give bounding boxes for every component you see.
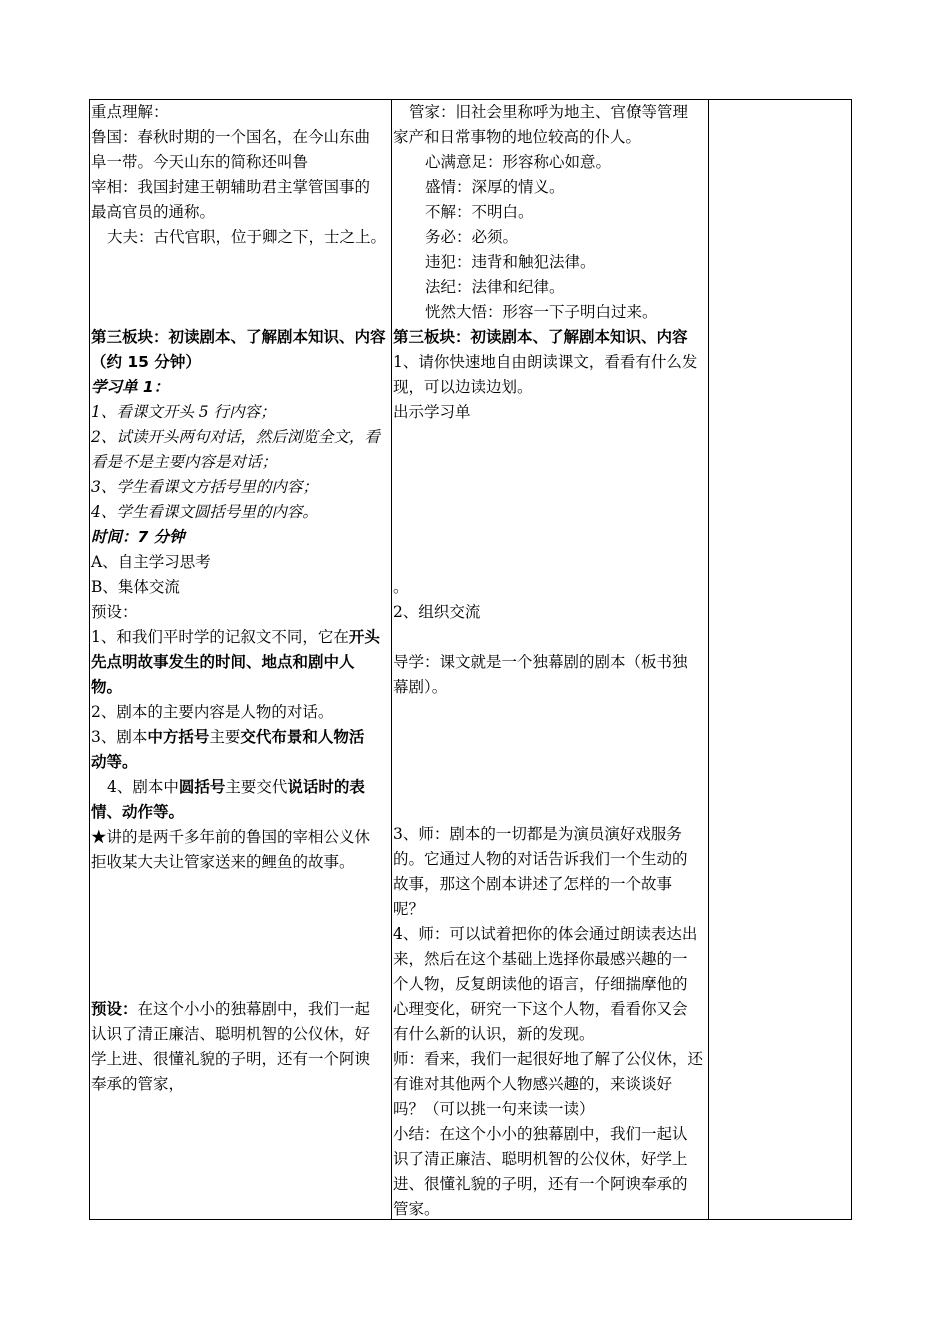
worksheet-item: 3、学生看课文方括号里的内容； (91, 478, 318, 496)
text-line: 阜一带。今天山东的简称还叫鲁 (91, 153, 309, 171)
step-b: B、集体交流 (91, 578, 180, 596)
worksheet-item: 1、看课文开头 5 行内容； (91, 403, 276, 421)
text-line: 个人物，反复朗读他的语言，仔细揣摩他的 (393, 975, 688, 993)
worksheet-title: 学习单 1： (91, 378, 170, 396)
text-line: 学上进、很懂礼貌的子明，还有一个阿谀 (91, 1050, 371, 1068)
section-title: 第三板块：初读剧本、了解剧本知识、内容 (393, 328, 688, 346)
preset-1 (91, 625, 389, 650)
bold-span: 交代布景和人物活 (240, 728, 365, 746)
section3-block (91, 325, 389, 875)
story-line: ★讲的是两千多年前的鲁国的宰相公义休 (91, 828, 371, 846)
final-preset-block (91, 997, 389, 1097)
vocab-line: 恍然大悟：形容一下子明白过来。 (425, 303, 658, 321)
vocabulary-block (393, 100, 708, 325)
text-line: 幕剧）。 (393, 678, 448, 696)
preset-label: 预设： (91, 603, 138, 621)
worksheet-item: 2、试读开头两句对话，然后浏览全文，看 (91, 428, 380, 446)
worksheet-item: 4、学生看课文圆括号里的内容。 (91, 503, 318, 521)
text-line: 心理变化，研究一下这个人物，看看你又会 (393, 1000, 688, 1018)
step-a: A、自主学习思考 (91, 553, 211, 571)
preset-3 (91, 725, 389, 750)
time-label: 时间：7 分钟 (91, 528, 185, 546)
preset-3-cont: 动等。 (91, 753, 138, 771)
vocab-line: 盛情：深厚的情义。 (425, 178, 565, 196)
bold-span: 圆括号 (178, 778, 226, 796)
bold-span: 开头 (348, 628, 380, 646)
vocab-line: 违犯：违背和触犯法律。 (425, 253, 596, 271)
text-line: 进、很懂礼貌的子明，还有一个阿谀奉承的 (393, 1175, 688, 1193)
text-line: 故事，那这个剧本讲述了怎样的一个故事 (393, 875, 673, 893)
text-line: 1、请你快速地自由朗读课文，看看有什么发 (393, 353, 698, 371)
bold-span: 说话时的表 (287, 778, 365, 796)
text-line: 小结：在这个小小的独幕剧中，我们一起认 (393, 1125, 688, 1143)
section-duration: （约 15 分钟） (91, 353, 201, 371)
text-line: 鲁国：春秋时期的一个国名，在今山东曲 (91, 128, 371, 146)
text-line: 重点理解： (91, 103, 169, 121)
text-line: 4、师：可以试着把你的体会通过朗读表达出 (393, 925, 698, 943)
preset-4 (91, 775, 389, 800)
column-divider (391, 100, 392, 1219)
text-line: 有什么新的认识，新的发现。 (393, 1025, 595, 1043)
vocab-line: 心满意足：形容称心如意。 (425, 153, 612, 171)
text-span: 主要 (209, 728, 241, 746)
vocab-line: 法纪：法律和纪律。 (425, 278, 565, 296)
text-line: 大夫：古代官职，位于卿之下，士之上。 (107, 228, 387, 246)
text-line: 现，可以边读边划。 (393, 378, 533, 396)
story-line: 拒收某大夫让管家送来的鲤鱼的故事。 (91, 853, 355, 871)
vocab-line: 家产和日常事物的地位较高的仆人。 (393, 128, 642, 146)
text-span: 在这个小小的独幕剧中，我们一起 (137, 1000, 371, 1018)
text-span: 主要交代 (225, 778, 288, 796)
vocab-line: 不解：不明白。 (425, 203, 534, 221)
section-title: 第三板块：初读剧本、了解剧本知识、内容 (91, 328, 386, 346)
text-line: 管家。 (393, 1200, 440, 1218)
preset-1-cont: 先点明故事发生的时间、地点和剧中人 (91, 653, 355, 671)
preset-1-cont: 物。 (91, 678, 123, 696)
guide-block (393, 650, 708, 700)
preset-2: 2、剧本的主要内容是人物的对话。 (91, 703, 334, 721)
preset-4-cont: 情、动作等。 (91, 803, 185, 821)
step3-block (393, 822, 708, 1222)
text-span: 1、和我们平时学的记叙文不同，它在 (91, 628, 349, 646)
dot-block (393, 575, 708, 625)
text-line: 3、师：剧本的一切都是为演员演好戏服务 (393, 825, 682, 843)
text-line: 出示学习单 (393, 403, 471, 421)
text-line: 吗？（可以挑一句来读一读） (393, 1100, 595, 1118)
text-line: 有谁对其他两个人物感兴趣的，来谈谈好 (393, 1075, 673, 1093)
vocab-line: 务必：必须。 (425, 228, 519, 246)
vocab-line: 管家：旧社会里称呼为地主、官僚等管理 (409, 103, 689, 121)
key-points-block (91, 100, 389, 250)
preset-final-label: 预设： (91, 1000, 138, 1018)
text-line: 师：看来，我们一起很好地了解了公仪休，还 (393, 1050, 704, 1068)
column-divider (708, 100, 709, 1219)
text-span: 4、剧本中 (107, 778, 179, 796)
section3-teacher-block (393, 325, 708, 425)
worksheet-item: 看是不是主要内容是对话； (91, 453, 278, 471)
text-span: 3、剧本 (91, 728, 148, 746)
text-line: 奉承的管家， (91, 1075, 185, 1093)
text-line: 宰相：我国封建王朝辅助君主掌管国事的 (91, 178, 371, 196)
text-line: 导学：课文就是一个独幕剧的剧本（板书独 (393, 653, 688, 671)
text-line: 最高官员的通称。 (91, 203, 216, 221)
step-2: 2、组织交流 (393, 603, 481, 621)
text-line: 识了清正廉洁、聪明机智的公仪休，好学上 (393, 1150, 688, 1168)
text-line: 的。它通过人物的对话告诉我们一个生动的 (393, 850, 688, 868)
text-line: 。 (393, 578, 409, 596)
text-line (91, 997, 389, 1022)
lesson-plan-table (89, 99, 852, 1220)
text-line: 来，然后在这个基础上选择你最感兴趣的一 (393, 950, 688, 968)
bold-span: 中方括号 (147, 728, 210, 746)
text-line: 呢？ (393, 900, 425, 918)
text-line: 认识了清正廉洁、聪明机智的公仪休，好 (91, 1025, 371, 1043)
